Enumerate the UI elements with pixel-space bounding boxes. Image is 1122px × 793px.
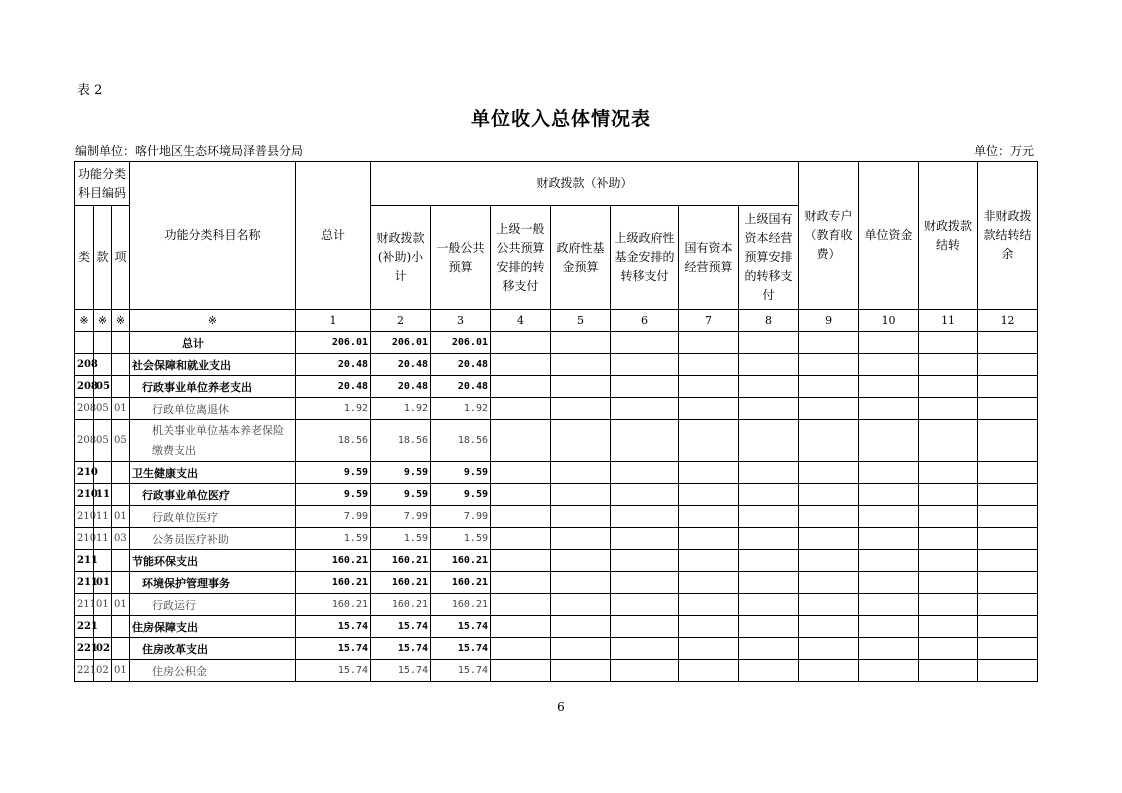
- row-xiang: 05: [112, 420, 130, 462]
- empty-cell: [739, 660, 799, 682]
- row-xiang: [112, 572, 130, 594]
- table-row: [75, 484, 1038, 506]
- row-lei: [75, 332, 94, 354]
- empty-cell: [679, 462, 739, 484]
- col7-header: 国有资本经营预算: [679, 206, 739, 310]
- empty-cell: [739, 594, 799, 616]
- empty-cell: [799, 506, 859, 528]
- empty-cell: [739, 484, 799, 506]
- empty-cell: [859, 398, 919, 420]
- row-total: 160.21: [296, 572, 371, 594]
- row-fiscal-subtotal: 20.48: [371, 354, 431, 376]
- row-lei: 210: [75, 506, 94, 528]
- table-row: [75, 660, 1038, 682]
- row-kuan: 11: [94, 528, 112, 550]
- empty-cell: [799, 616, 859, 638]
- row-fiscal-subtotal: 160.21: [371, 550, 431, 572]
- empty-cell: [978, 528, 1038, 550]
- empty-cell: [919, 572, 978, 594]
- row-total: 9.59: [296, 462, 371, 484]
- lei-header: 类: [75, 206, 94, 310]
- row-total: 20.48: [296, 376, 371, 398]
- row-name: 住房保障支出: [130, 616, 296, 638]
- empty-cell: [919, 594, 978, 616]
- index-cell: ※: [130, 310, 296, 332]
- empty-cell: [739, 616, 799, 638]
- empty-cell: [491, 616, 551, 638]
- index-cell: ※: [112, 310, 130, 332]
- empty-cell: [679, 616, 739, 638]
- row-total: 206.01: [296, 332, 371, 354]
- empty-cell: [739, 462, 799, 484]
- empty-cell: [551, 420, 611, 462]
- index-cell: 11: [919, 310, 978, 332]
- row-xiang: [112, 376, 130, 398]
- row-general-budget: 206.01: [431, 332, 491, 354]
- row-fiscal-subtotal: 15.74: [371, 638, 431, 660]
- empty-cell: [859, 354, 919, 376]
- empty-cell: [799, 638, 859, 660]
- table-row: [75, 398, 1038, 420]
- empty-cell: [799, 462, 859, 484]
- empty-cell: [919, 550, 978, 572]
- row-name: 环境保护管理事务: [130, 572, 296, 594]
- empty-cell: [978, 484, 1038, 506]
- empty-cell: [611, 332, 679, 354]
- row-general-budget: 18.56: [431, 420, 491, 462]
- empty-cell: [919, 506, 978, 528]
- row-general-budget: 15.74: [431, 660, 491, 682]
- empty-cell: [739, 398, 799, 420]
- empty-cell: [739, 550, 799, 572]
- empty-cell: [679, 398, 739, 420]
- row-lei: 210: [75, 484, 94, 506]
- empty-cell: [859, 550, 919, 572]
- empty-cell: [611, 660, 679, 682]
- empty-cell: [799, 376, 859, 398]
- row-lei: 208: [75, 420, 94, 462]
- row-fiscal-subtotal: 1.92: [371, 398, 431, 420]
- table-row: [75, 594, 1038, 616]
- empty-cell: [978, 398, 1038, 420]
- empty-cell: [739, 332, 799, 354]
- empty-cell: [611, 484, 679, 506]
- empty-cell: [978, 638, 1038, 660]
- row-kuan: 01: [94, 594, 112, 616]
- empty-cell: [978, 550, 1038, 572]
- empty-cell: [799, 420, 859, 462]
- empty-cell: [679, 484, 739, 506]
- row-fiscal-subtotal: 7.99: [371, 506, 431, 528]
- empty-cell: [919, 484, 978, 506]
- empty-cell: [679, 420, 739, 462]
- empty-cell: [611, 398, 679, 420]
- row-kuan: 02: [94, 660, 112, 682]
- row-general-budget: 7.99: [431, 506, 491, 528]
- empty-cell: [919, 376, 978, 398]
- empty-cell: [551, 550, 611, 572]
- row-fiscal-subtotal: 15.74: [371, 660, 431, 682]
- empty-cell: [551, 616, 611, 638]
- index-cell: ※: [75, 310, 94, 332]
- empty-cell: [679, 594, 739, 616]
- row-name: 行政单位医疗: [130, 506, 296, 528]
- table-row: [75, 420, 1038, 462]
- row-xiang: [112, 484, 130, 506]
- empty-cell: [978, 420, 1038, 462]
- row-fiscal-subtotal: 18.56: [371, 420, 431, 462]
- row-xiang: [112, 550, 130, 572]
- table-row: [75, 616, 1038, 638]
- empty-cell: [491, 528, 551, 550]
- empty-cell: [551, 528, 611, 550]
- row-total: 15.74: [296, 616, 371, 638]
- row-lei: 211: [75, 550, 94, 572]
- row-lei: 221: [75, 660, 94, 682]
- col11-header: 财政拨款结转: [919, 162, 978, 310]
- col2-header: 财政拨款(补助)小计: [371, 206, 431, 310]
- row-total: 20.48: [296, 354, 371, 376]
- row-fiscal-subtotal: 20.48: [371, 376, 431, 398]
- row-name: 行政事业单位医疗: [130, 484, 296, 506]
- empty-cell: [679, 332, 739, 354]
- kuan-header: 款: [94, 206, 112, 310]
- index-cell: 4: [491, 310, 551, 332]
- empty-cell: [799, 550, 859, 572]
- row-total: 15.74: [296, 660, 371, 682]
- row-name: 行政事业单位养老支出: [130, 376, 296, 398]
- row-total: 1.92: [296, 398, 371, 420]
- empty-cell: [859, 506, 919, 528]
- empty-cell: [919, 420, 978, 462]
- empty-cell: [739, 376, 799, 398]
- empty-cell: [739, 420, 799, 462]
- empty-cell: [611, 616, 679, 638]
- col4-header: 上级一般公共预算安排的转移支付: [491, 206, 551, 310]
- row-xiang: [112, 616, 130, 638]
- empty-cell: [978, 660, 1038, 682]
- row-fiscal-subtotal: 206.01: [371, 332, 431, 354]
- index-cell: 9: [799, 310, 859, 332]
- table-row: [75, 550, 1038, 572]
- row-fiscal-subtotal: 9.59: [371, 462, 431, 484]
- empty-cell: [859, 420, 919, 462]
- row-fiscal-subtotal: 15.74: [371, 616, 431, 638]
- row-total: 18.56: [296, 420, 371, 462]
- index-cell: ※: [94, 310, 112, 332]
- row-fiscal-subtotal: 1.59: [371, 528, 431, 550]
- empty-cell: [978, 572, 1038, 594]
- table-row: [75, 376, 1038, 398]
- table-row: [75, 332, 1038, 354]
- row-general-budget: 20.48: [431, 354, 491, 376]
- empty-cell: [679, 506, 739, 528]
- empty-cell: [859, 572, 919, 594]
- row-general-budget: 15.74: [431, 616, 491, 638]
- index-cell: 8: [739, 310, 799, 332]
- empty-cell: [978, 354, 1038, 376]
- col10-header: 单位资金: [859, 162, 919, 310]
- row-name: 总计: [130, 332, 296, 354]
- compiling-unit: 编制单位：喀什地区生态环境局泽普县分局: [75, 144, 304, 158]
- table-row: [75, 638, 1038, 660]
- empty-cell: [551, 572, 611, 594]
- empty-cell: [859, 376, 919, 398]
- empty-cell: [799, 484, 859, 506]
- index-cell: 7: [679, 310, 739, 332]
- col5-header: 政府性基金预算: [551, 206, 611, 310]
- empty-cell: [859, 462, 919, 484]
- row-lei: 211: [75, 572, 94, 594]
- row-fiscal-subtotal: 160.21: [371, 594, 431, 616]
- col6-header: 上级政府性基金安排的转移支付: [611, 206, 679, 310]
- row-fiscal-subtotal: 9.59: [371, 484, 431, 506]
- row-xiang: [112, 462, 130, 484]
- row-name: 机关事业单位基本养老保险缴费支出: [130, 420, 296, 462]
- empty-cell: [739, 354, 799, 376]
- empty-cell: [551, 354, 611, 376]
- empty-cell: [978, 594, 1038, 616]
- empty-cell: [551, 332, 611, 354]
- empty-cell: [551, 638, 611, 660]
- empty-cell: [491, 594, 551, 616]
- row-xiang: [112, 638, 130, 660]
- row-total: 9.59: [296, 484, 371, 506]
- empty-cell: [611, 506, 679, 528]
- empty-cell: [919, 528, 978, 550]
- row-lei: 221: [75, 616, 94, 638]
- table-row: [75, 354, 1038, 376]
- empty-cell: [491, 376, 551, 398]
- index-row: [75, 310, 1038, 332]
- empty-cell: [739, 506, 799, 528]
- index-cell: 6: [611, 310, 679, 332]
- row-lei: 208: [75, 376, 94, 398]
- row-general-budget: 15.74: [431, 638, 491, 660]
- index-cell: 3: [431, 310, 491, 332]
- empty-cell: [551, 398, 611, 420]
- empty-cell: [611, 528, 679, 550]
- row-xiang: [112, 332, 130, 354]
- index-cell: 1: [296, 310, 371, 332]
- table-row: [75, 528, 1038, 550]
- col9-header: 财政专户（教育收费）: [799, 162, 859, 310]
- empty-cell: [859, 528, 919, 550]
- empty-cell: [799, 660, 859, 682]
- row-general-budget: 160.21: [431, 572, 491, 594]
- empty-cell: [491, 638, 551, 660]
- row-name: 行政运行: [130, 594, 296, 616]
- row-lei: 208: [75, 398, 94, 420]
- row-fiscal-subtotal: 160.21: [371, 572, 431, 594]
- empty-cell: [491, 420, 551, 462]
- row-lei: 210: [75, 462, 94, 484]
- empty-cell: [679, 638, 739, 660]
- row-name: 节能环保支出: [130, 550, 296, 572]
- empty-cell: [859, 484, 919, 506]
- empty-cell: [919, 398, 978, 420]
- row-xiang: 01: [112, 398, 130, 420]
- row-kuan: 11: [94, 484, 112, 506]
- empty-cell: [859, 638, 919, 660]
- row-lei: 208: [75, 354, 94, 376]
- empty-cell: [739, 638, 799, 660]
- row-total: 15.74: [296, 638, 371, 660]
- total-header: 总计: [296, 162, 371, 310]
- row-total: 7.99: [296, 506, 371, 528]
- row-total: 160.21: [296, 594, 371, 616]
- row-general-budget: 9.59: [431, 462, 491, 484]
- empty-cell: [679, 354, 739, 376]
- fiscal-group-header: 财政拨款（补助）: [371, 162, 799, 206]
- empty-cell: [919, 332, 978, 354]
- currency-unit: 单位：万元: [973, 144, 1034, 158]
- row-general-budget: 1.92: [431, 398, 491, 420]
- row-xiang: 01: [112, 594, 130, 616]
- empty-cell: [859, 616, 919, 638]
- empty-cell: [799, 354, 859, 376]
- empty-cell: [491, 332, 551, 354]
- empty-cell: [611, 354, 679, 376]
- row-kuan: 05: [94, 420, 112, 462]
- empty-cell: [978, 506, 1038, 528]
- empty-cell: [551, 594, 611, 616]
- empty-cell: [978, 376, 1038, 398]
- empty-cell: [551, 462, 611, 484]
- empty-cell: [859, 332, 919, 354]
- empty-cell: [611, 420, 679, 462]
- page-title: 单位收入总体情况表: [470, 108, 651, 130]
- empty-cell: [799, 332, 859, 354]
- empty-cell: [978, 462, 1038, 484]
- income-table: [74, 161, 1038, 682]
- empty-cell: [799, 528, 859, 550]
- row-total: 160.21: [296, 550, 371, 572]
- table-row: [75, 462, 1038, 484]
- row-kuan: 02: [94, 638, 112, 660]
- empty-cell: [799, 572, 859, 594]
- empty-cell: [978, 332, 1038, 354]
- empty-cell: [859, 660, 919, 682]
- index-cell: 5: [551, 310, 611, 332]
- index-cell: 2: [371, 310, 431, 332]
- row-xiang: 03: [112, 528, 130, 550]
- row-kuan: [94, 332, 112, 354]
- code-group-header: 功能分类科目编码: [75, 162, 130, 206]
- col3-header: 一般公共预算: [431, 206, 491, 310]
- row-total: 1.59: [296, 528, 371, 550]
- empty-cell: [799, 594, 859, 616]
- empty-cell: [491, 660, 551, 682]
- empty-cell: [919, 616, 978, 638]
- page-number: 6: [557, 700, 565, 714]
- empty-cell: [611, 376, 679, 398]
- empty-cell: [679, 572, 739, 594]
- empty-cell: [491, 572, 551, 594]
- empty-cell: [551, 484, 611, 506]
- empty-cell: [919, 638, 978, 660]
- index-cell: 10: [859, 310, 919, 332]
- empty-cell: [491, 354, 551, 376]
- empty-cell: [551, 376, 611, 398]
- empty-cell: [491, 506, 551, 528]
- empty-cell: [611, 550, 679, 572]
- row-lei: 221: [75, 638, 94, 660]
- empty-cell: [491, 550, 551, 572]
- name-header: 功能分类科目名称: [130, 162, 296, 310]
- empty-cell: [679, 528, 739, 550]
- row-lei: 211: [75, 594, 94, 616]
- empty-cell: [978, 616, 1038, 638]
- row-xiang: 01: [112, 506, 130, 528]
- row-xiang: 01: [112, 660, 130, 682]
- empty-cell: [491, 462, 551, 484]
- row-general-budget: 160.21: [431, 594, 491, 616]
- empty-cell: [799, 398, 859, 420]
- row-name: 行政单位离退休: [130, 398, 296, 420]
- empty-cell: [679, 376, 739, 398]
- empty-cell: [611, 572, 679, 594]
- xiang-header: 项: [112, 206, 130, 310]
- col12-header: 非财政拨款结转结余: [978, 162, 1038, 310]
- empty-cell: [919, 660, 978, 682]
- empty-cell: [739, 528, 799, 550]
- table-label: 表 2: [77, 83, 103, 98]
- row-general-budget: 1.59: [431, 528, 491, 550]
- row-name: 卫生健康支出: [130, 462, 296, 484]
- row-kuan: 05: [94, 376, 112, 398]
- table-row: [75, 572, 1038, 594]
- row-general-budget: 160.21: [431, 550, 491, 572]
- empty-cell: [679, 550, 739, 572]
- empty-cell: [919, 354, 978, 376]
- empty-cell: [551, 660, 611, 682]
- row-kuan: 11: [94, 506, 112, 528]
- empty-cell: [611, 462, 679, 484]
- empty-cell: [919, 462, 978, 484]
- row-kuan: 01: [94, 572, 112, 594]
- index-cell: 12: [978, 310, 1038, 332]
- row-name: 社会保障和就业支出: [130, 354, 296, 376]
- empty-cell: [611, 638, 679, 660]
- row-name: 住房改革支出: [130, 638, 296, 660]
- row-general-budget: 9.59: [431, 484, 491, 506]
- row-lei: 210: [75, 528, 94, 550]
- empty-cell: [551, 506, 611, 528]
- row-name: 公务员医疗补助: [130, 528, 296, 550]
- empty-cell: [739, 572, 799, 594]
- row-kuan: 05: [94, 398, 112, 420]
- empty-cell: [491, 484, 551, 506]
- col8-header: 上级国有资本经营预算安排的转移支付: [739, 206, 799, 310]
- row-general-budget: 20.48: [431, 376, 491, 398]
- table-row: [75, 506, 1038, 528]
- empty-cell: [859, 594, 919, 616]
- row-xiang: [112, 354, 130, 376]
- empty-cell: [679, 660, 739, 682]
- empty-cell: [611, 594, 679, 616]
- empty-cell: [491, 398, 551, 420]
- row-name: 住房公积金: [130, 660, 296, 682]
